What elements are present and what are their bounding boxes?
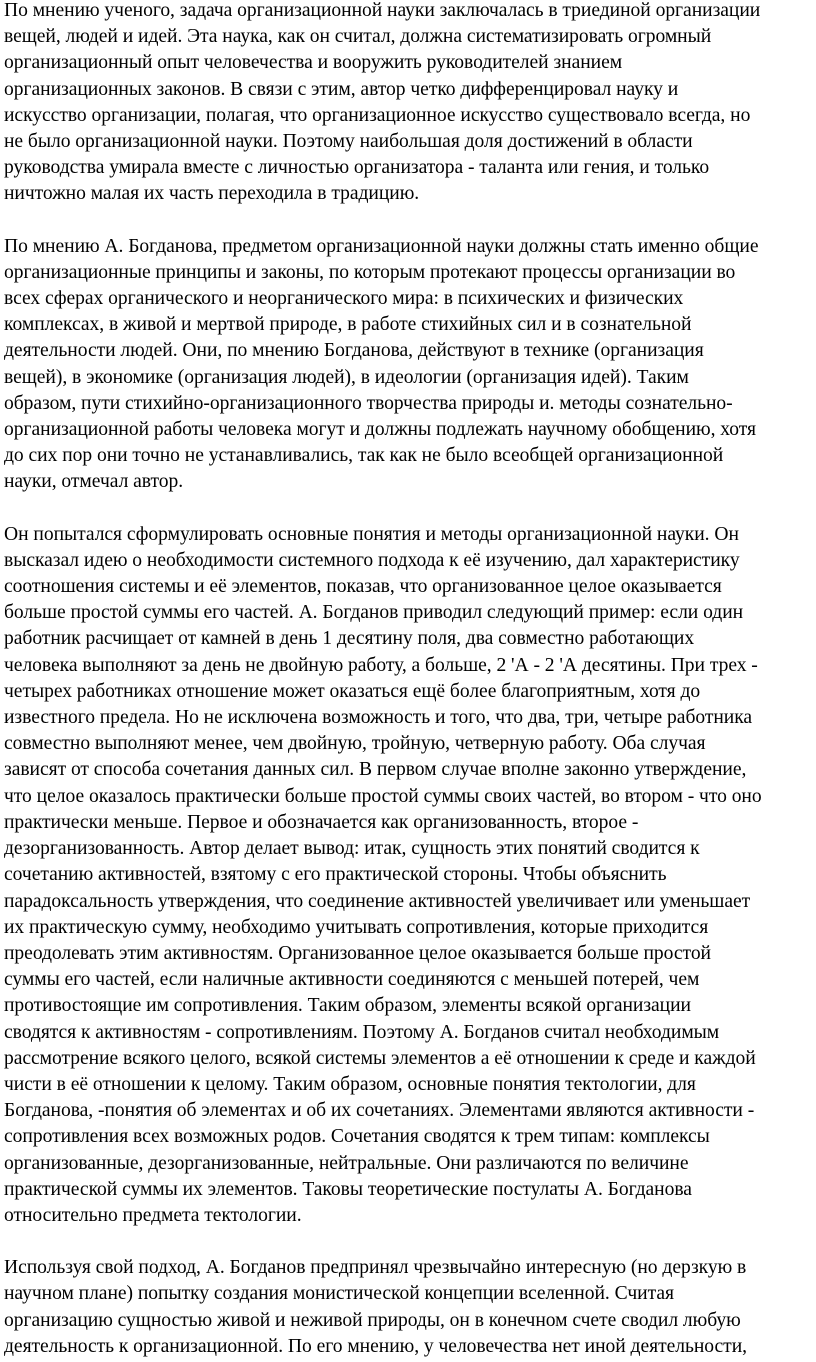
paragraph-monistic-concept: Используя свой подход, А. Богданов предпринял чрезвычайно интересную (но дерзкую в научном плане) попытку создания монистической концепции вселенной. Считая организацию сущностью живой и неживой природы, он в конечном счете сводил любую деятельность к организационной. По его мнению, у человечества нет иной деятельности, xyxy=(4,1257,747,1357)
paragraph-subject-of-science: По мнению А. Богданова, предметом организационной науки должны стать именно общие организационные принципы и законы, по которым протекают процессы организации во всех сферах органического и неорганического мира: в психических и физических комплексах, в живой и мертвой природе, в работе стихийных сил и в сознательной деятельности людей. Они, по мнению Богданова, действуют в технике (организация вещей), в экономике (организация людей), в идеологии (организация идей). Таким образом, пути стихийно-организационного творчества природы и. методы сознательно- организационной работы человека могут и должны подлежать научному обобщению, хотя до сих пор они точно не устанавливались, так как не было всеобщей организационной науки, отмечал автор. xyxy=(4,235,759,493)
paragraph-organizational-science-task: По мнению ученого, задача организационной науки заключалась в триединой организации вещей, людей и идей. Эта наука, как он считал, должна систематизировать огромный организационный опыт человечества и вооружить руководителей знанием организационных законов. В связи с этим, автор четко дифференцировал науку и искусство организации, полагая, что организационное искусство существовало всегда, но не было организационной науки. Поэтому наибольшая доля достижений в области руководства умирала вместе с личностью организатора - таланта или гения, и только ничтожно малая их часть переходила в традицию. xyxy=(4,0,761,205)
paragraph-basic-concepts: Он попытался сформулировать основные понятия и методы организационной науки. Он высказал идею о необходимости системного подхода к её изучению, дал характеристику соотношения системы и её элементов, показав, что организованное целое оказывается больше простой суммы его частей. А. Богданов приводил следующий пример: если один работник расчищает от камней в день 1 десятину поля, два совместно работающих человека выполняют за день не двойную работу, а больше, 2 'А - 2 'А десятины. При трех - четырех работниках отношение может оказаться ещё более благоприятным, хотя до известного предела. Но не исключена возможность и того, что два, три, четыре работника совместно выполняют менее, чем двойную, тройную, четверную работу. Оба случая зависят от способа сочетания данных сил. В первом случае вполне законно утверждение, что целое оказалось практически больше простой суммы своих частей, во втором - что оно практически меньше. Первое и обозначается как организованность, второе - дезорганизованность. Автор делает вывод: итак, сущность этих понятий сводится к сочетанию активностей, взятому с его практической стороны. Чтобы объяснить парадоксальность утверждения, что соединение активностей увеличивает или уменьшает их практическую сумму, необходимо учитывать сопротивления, которые приходится преодолевать этим активностям. Организованное целое оказывается больше простой суммы его частей, если наличные активности соединяются с меньшей потерей, чем противостоящие им сопротивления. Таким образом, элементы всякой организации сводятся к активностям - сопротивлениям. Поэтому А. Богданов считал необходимым рассмотрение всякого целого, всякой системы элементов а её отношении к среде и каждой чисти в её отношении к целому. Таким образом, основные понятия тектологии, для Богданова, -понятия об элементах и об их сочетаниях. Элементами являются активности - сопротивления всех возможных родов. Сочетания сводятся к трем типам: комплексы организованные, дезорганизованные, нейтральные. Они различаются по величине практической суммы их элементов. Таковы теоретические постулаты А. Богданова относительно предмета тектологии. xyxy=(4,523,762,1226)
